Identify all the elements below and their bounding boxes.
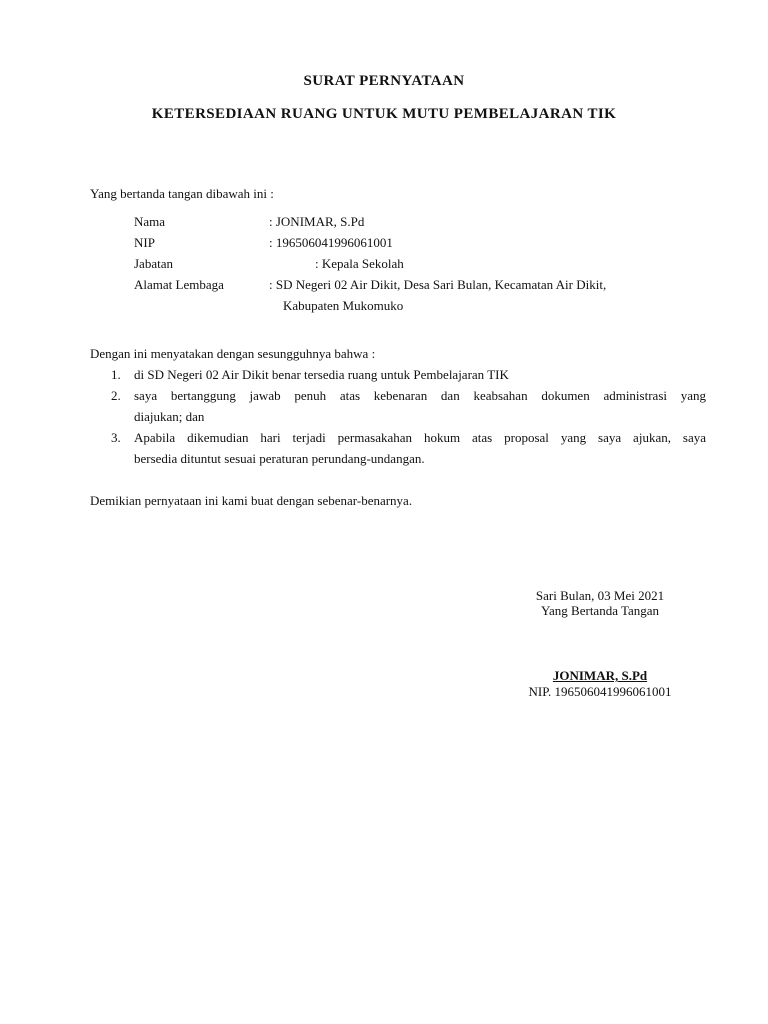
- statement-intro: Dengan ini menyatakan dengan sesungguhnya bahwa :: [90, 346, 376, 361]
- field-label-jabatan: Jabatan: [134, 256, 173, 271]
- statement-number-2: 2.: [111, 388, 121, 403]
- statement-3: [134, 427, 706, 469]
- document-subtitle: KETERSEDIAAN RUANG UNTUK MUTU PEMBELAJARAN TIK: [151, 106, 617, 122]
- field-value-alamat-cont: Kabupaten Mukomuko: [283, 298, 404, 313]
- statement-1: [134, 364, 706, 385]
- field-value-nama: : JONIMAR, S.Pd: [269, 214, 365, 229]
- statement-1-line-1: di SD Negeri 02 Air Dikit benar tersedia ruang untuk Pembelajaran TIK: [134, 367, 509, 382]
- field-label-nama: Nama: [134, 214, 166, 229]
- statement-number-1: 1.: [111, 367, 121, 382]
- field-label-nip: NIP: [134, 235, 155, 250]
- statement-2-line-2: diajukan; dan: [134, 409, 205, 424]
- closing-text: Demikian pernyataan ini kami buat dengan sebenar-benarnya.: [90, 493, 413, 508]
- statement-2-line-1: saya bertanggung jawab penuh atas kebenaran dan keabsahan dokumen administrasi yang: [134, 388, 706, 403]
- signature-name: JONIMAR, S.Pd: [552, 668, 648, 683]
- field-value-alamat: : SD Negeri 02 Air Dikit, Desa Sari Bulan, Kecamatan Air Dikit,: [269, 277, 607, 292]
- signature-role: Yang Bertanda Tangan: [540, 603, 660, 618]
- statement-number-3: 3.: [111, 430, 121, 445]
- statement-3-line-2: bersedia dituntut sesuai peraturan perundang-undangan.: [134, 451, 425, 466]
- statement-2: [134, 385, 706, 427]
- field-value-nip: : 196506041996061001: [269, 235, 393, 250]
- field-value-jabatan: : Kepala Sekolah: [315, 256, 404, 271]
- signature-place-date: Sari Bulan, 03 Mei 2021: [535, 588, 665, 603]
- document-title: SURAT PERNYATAAN: [303, 73, 465, 89]
- intro-text: Yang bertanda tangan dibawah ini :: [90, 186, 274, 201]
- statement-3-line-1: Apabila dikemudian hari terjadi permasakahan hokum atas proposal yang saya ajukan, saya: [134, 430, 706, 445]
- field-label-alamat: Alamat Lembaga: [134, 277, 224, 292]
- signature-nip: NIP. 196506041996061001: [528, 684, 672, 699]
